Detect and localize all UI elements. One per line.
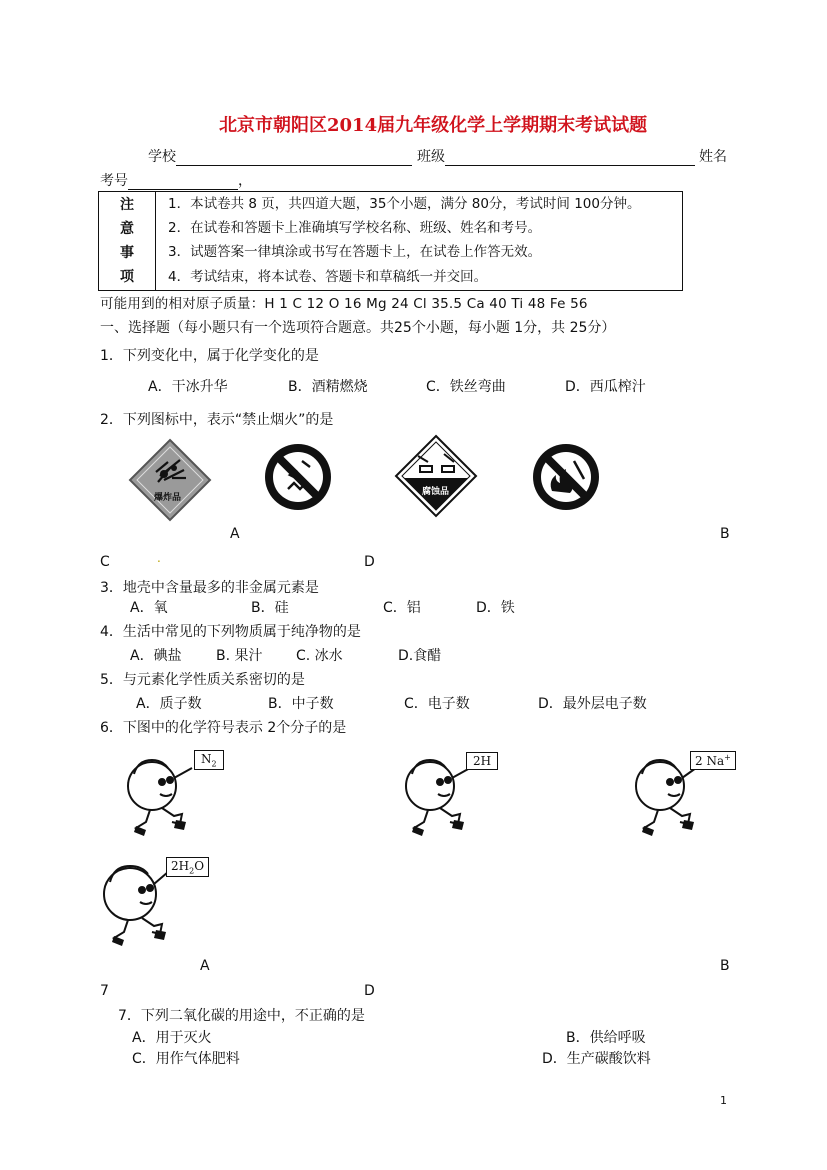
q6-label-a: A [200,958,210,974]
q7-option-c[interactable]: C．用作气体肥料 [132,1051,240,1067]
question-4: 4．生活中常见的下列物质属于纯净物的是 [100,624,361,640]
q7-option-a[interactable]: A．用于灭火 [132,1030,212,1046]
symbol-subscript: 2 [211,759,217,769]
notice-heading-char: 意 [120,221,134,237]
q4-option-d[interactable]: D.食醋 [398,648,442,664]
school-label: 学校 [148,149,176,165]
q2-label-dot: . [157,551,161,565]
q1-option-b[interactable]: B．酒精燃烧 [288,379,368,395]
symbol-subscript: 2 [189,866,195,876]
symbol-card-d [166,857,209,877]
q6-figure-d[interactable] [98,854,208,946]
atomic-masses: 可能用到的相对原子质量：H 1 C 12 O 16 Mg 24 Cl 35.5 Ca 40 Ti 48 Fe 56 [100,296,588,312]
class-label: 班级 [417,149,445,165]
q5-option-a[interactable]: A．质子数 [136,696,202,712]
section-1-heading: 一、选择题（每小题只有一个选项符合题意。共25个小题，每小题 1分，共 25分） [100,320,616,336]
q5-option-d[interactable]: D．最外层电子数 [538,696,647,712]
class-field [417,146,695,166]
question-3: 3．地壳中含量最多的非金属元素是 [100,580,319,596]
corrosive-sign-icon[interactable] [394,434,478,518]
q7-option-b[interactable]: B．供给呼吸 [566,1030,646,1046]
no-fire-sign-icon[interactable] [530,441,602,513]
q3-option-d[interactable]: D．铁 [476,600,515,616]
q6-figure-b[interactable] [398,748,508,838]
exam-no-field [100,170,252,190]
notice-box [98,191,683,291]
school-field [148,146,412,166]
q1-option-d[interactable]: D．西瓜榨汁 [565,379,646,395]
page-title: 北京市朝阳区2014届九年级化学上学期期末考试试题 [219,115,648,136]
q4-option-a[interactable]: A．碘盐 [130,648,182,664]
question-5: 5．与元素化学性质关系密切的是 [100,672,305,688]
notice-item: 2．在试卷和答题卡上准确填写学校名称、班级、姓名和考号。 [156,217,683,241]
notice-heading-char: 事 [120,245,134,261]
notice-item: 1．本试卷共 8 页，共四道大题，35个小题，满分 80分，考试时间 100分钟。 [156,192,683,217]
symbol-main: N [201,752,212,766]
q2-label-b: B [720,526,730,542]
q4-option-b[interactable]: B. 果汁 [216,648,263,664]
notice-item: 3．试题答案一律填涂或书写在答题卡上，在试卷上作答无效。 [156,241,683,265]
question-2: 2．下列图标中，表示“禁止烟火”的是 [100,412,334,428]
symbol-tail: O [194,859,205,873]
prohibition-sign-icon[interactable] [262,441,334,513]
name-label: 姓名 [699,149,727,165]
exam-no-label: 考号 [100,173,128,189]
q3-option-b[interactable]: B．硅 [251,600,289,616]
notice-heading-char: 注 [120,197,134,213]
q7-option-d[interactable]: D．生产碳酸饮料 [542,1051,651,1067]
question-6: 6．下图中的化学符号表示 2个分子的是 [100,720,347,736]
symbol-main: 2H [171,859,190,873]
class-blank[interactable] [445,151,695,166]
q3-option-a[interactable]: A．氧 [130,600,168,616]
q6-label-c: 7 [100,983,109,999]
q3-option-c[interactable]: C．铝 [383,600,421,616]
question-7: 7．下列二氧化碳的用途中，不正确的是 [118,1008,365,1024]
explosive-sign-text: 爆炸品 [154,493,182,503]
q1-option-a[interactable]: A．干冰升华 [148,379,228,395]
exam-no-blank[interactable] [128,175,238,190]
q4-option-c[interactable]: C. 冰水 [296,648,343,664]
symbol-card-a [194,750,224,770]
q5-option-c[interactable]: C．电子数 [404,696,470,712]
school-blank[interactable] [176,151,412,166]
q1-option-c[interactable]: C．铁丝弯曲 [426,379,506,395]
symbol-main: 2H [473,754,492,768]
symbol-card-b [466,752,498,770]
q2-label-a: A [230,526,240,542]
q6-figure-c[interactable] [628,748,738,838]
exam-no-comma: ， [238,173,252,189]
symbol-superscript: + [724,753,731,762]
symbol-main: 2 Na [695,754,725,768]
symbol-card-c [690,751,736,770]
q2-label-d: D [364,554,375,570]
page-number: 1 [720,1094,727,1107]
explosive-sign-icon[interactable] [128,438,212,522]
notice-heading-char: 项 [120,269,134,285]
notice-heading [99,192,156,291]
q6-figure-a[interactable] [120,748,230,838]
q6-label-b: B [720,958,730,974]
question-1: 1．下列变化中，属于化学变化的是 [100,348,319,364]
corrosive-sign-text: 腐蚀品 [422,487,450,497]
q5-option-b[interactable]: B．中子数 [268,696,334,712]
q2-label-c: C [100,554,110,570]
q6-label-d: D [364,983,375,999]
notice-item: 4．考试结束，将本试卷、答题卡和草稿纸一并交回。 [156,265,683,290]
